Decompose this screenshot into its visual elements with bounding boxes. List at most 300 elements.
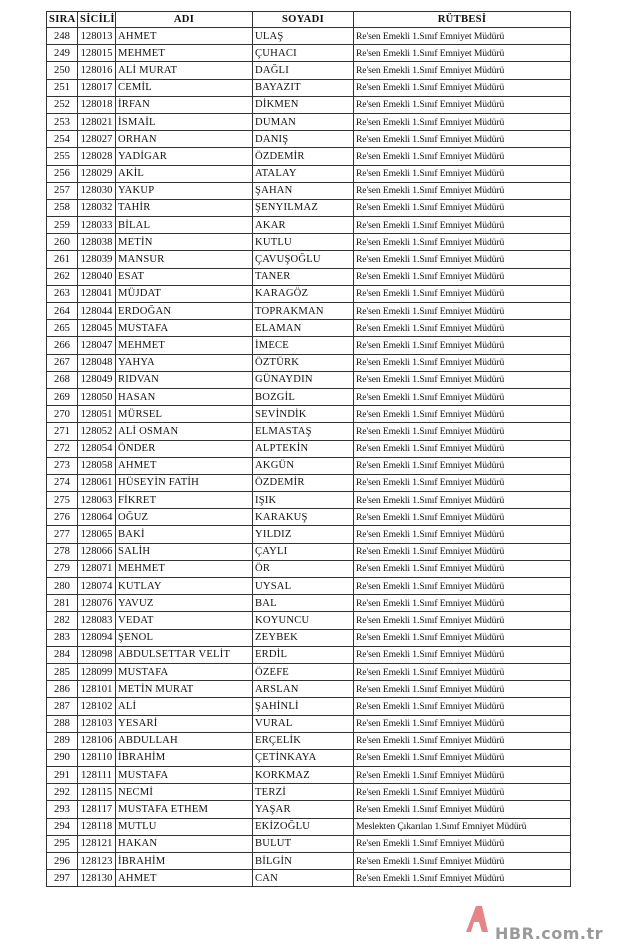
cell-sira: 293 (47, 801, 78, 818)
cell-adi: MUSTAFA (116, 320, 253, 337)
cell-adi: AHMET (116, 457, 253, 474)
cell-rutbe: Re'sen Emekli 1.Sınıf Emniyet Müdürü (354, 663, 571, 680)
cell-rutbe: Re'sen Emekli 1.Sınıf Emniyet Müdürü (354, 268, 571, 285)
cell-sira: 284 (47, 646, 78, 663)
cell-sicil: 128111 (78, 767, 116, 784)
cell-adi: AKİL (116, 165, 253, 182)
header-sicili: SİCİLİ (78, 12, 116, 28)
cell-sira: 259 (47, 217, 78, 234)
cell-soyadi: TOPRAKMAN (253, 303, 354, 320)
cell-rutbe: Re'sen Emekli 1.Sınıf Emniyet Müdürü (354, 320, 571, 337)
cell-rutbe: Re'sen Emekli 1.Sınıf Emniyet Müdürü (354, 595, 571, 612)
cell-rutbe: Re'sen Emekli 1.Sınıf Emniyet Müdürü (354, 131, 571, 148)
cell-soyadi: ULAŞ (253, 28, 354, 45)
personnel-table (46, 11, 571, 887)
cell-sicil: 128033 (78, 217, 116, 234)
cell-sira: 294 (47, 818, 78, 835)
cell-soyadi: ELMASTAŞ (253, 423, 354, 440)
cell-rutbe: Re'sen Emekli 1.Sınıf Emniyet Müdürü (354, 646, 571, 663)
cell-adi: NECMİ (116, 784, 253, 801)
table-row (47, 199, 571, 216)
cell-adi: MUTLU (116, 818, 253, 835)
cell-adi: MUSTAFA (116, 767, 253, 784)
table-row (47, 835, 571, 852)
cell-soyadi: VURAL (253, 715, 354, 732)
cell-adi: ŞENOL (116, 629, 253, 646)
cell-sicil: 128118 (78, 818, 116, 835)
cell-soyadi: YILDIZ (253, 526, 354, 543)
cell-sicil: 128061 (78, 474, 116, 491)
cell-soyadi: ÇUHACI (253, 45, 354, 62)
cell-sira: 263 (47, 285, 78, 302)
cell-sicil: 128052 (78, 423, 116, 440)
cell-rutbe: Re'sen Emekli 1.Sınıf Emniyet Müdürü (354, 509, 571, 526)
table-row (47, 457, 571, 474)
cell-soyadi: DUMAN (253, 113, 354, 130)
cell-rutbe: Re'sen Emekli 1.Sınıf Emniyet Müdürü (354, 749, 571, 766)
cell-adi: ALİ MURAT (116, 62, 253, 79)
table-row (47, 45, 571, 62)
cell-sicil: 128066 (78, 543, 116, 560)
cell-sira: 272 (47, 440, 78, 457)
cell-rutbe: Re'sen Emekli 1.Sınıf Emniyet Müdürü (354, 303, 571, 320)
cell-soyadi: GÜNAYDIN (253, 371, 354, 388)
cell-sicil: 128027 (78, 131, 116, 148)
table-row (47, 474, 571, 491)
cell-rutbe: Re'sen Emekli 1.Sınıf Emniyet Müdürü (354, 474, 571, 491)
cell-sicil: 128083 (78, 612, 116, 629)
cell-sira: 285 (47, 663, 78, 680)
cell-adi: ABDULLAH (116, 732, 253, 749)
cell-sira: 265 (47, 320, 78, 337)
cell-sicil: 128117 (78, 801, 116, 818)
table-row (47, 165, 571, 182)
table-row (47, 595, 571, 612)
cell-soyadi: BİLGİN (253, 853, 354, 870)
cell-sira: 262 (47, 268, 78, 285)
cell-sicil: 128123 (78, 853, 116, 870)
cell-soyadi: ZEYBEK (253, 629, 354, 646)
cell-sira: 261 (47, 251, 78, 268)
cell-adi: MANSUR (116, 251, 253, 268)
cell-rutbe: Re'sen Emekli 1.Sınıf Emniyet Müdürü (354, 578, 571, 595)
cell-rutbe: Re'sen Emekli 1.Sınıf Emniyet Müdürü (354, 165, 571, 182)
cell-soyadi: BAYAZIT (253, 79, 354, 96)
cell-soyadi: CAN (253, 870, 354, 887)
cell-soyadi: EKİZOĞLU (253, 818, 354, 835)
cell-sira: 273 (47, 457, 78, 474)
cell-soyadi: ELAMAN (253, 320, 354, 337)
cell-sira: 297 (47, 870, 78, 887)
cell-sira: 255 (47, 148, 78, 165)
cell-sira: 271 (47, 423, 78, 440)
cell-sicil: 128017 (78, 79, 116, 96)
cell-adi: HASAN (116, 388, 253, 405)
cell-rutbe: Re'sen Emekli 1.Sınıf Emniyet Müdürü (354, 767, 571, 784)
cell-sira: 275 (47, 492, 78, 509)
cell-adi: MEHMET (116, 45, 253, 62)
cell-adi: SALİH (116, 543, 253, 560)
table-row (47, 217, 571, 234)
cell-soyadi: ŞENYILMAZ (253, 199, 354, 216)
cell-sira: 283 (47, 629, 78, 646)
table-row (47, 646, 571, 663)
cell-adi: MUSTAFA ETHEM (116, 801, 253, 818)
cell-sicil: 128101 (78, 681, 116, 698)
cell-soyadi: BULUT (253, 835, 354, 852)
cell-sicil: 128106 (78, 732, 116, 749)
cell-soyadi: ŞAHİNLİ (253, 698, 354, 715)
cell-soyadi: KARAGÖZ (253, 285, 354, 302)
table-row (47, 732, 571, 749)
cell-rutbe: Re'sen Emekli 1.Sınıf Emniyet Müdürü (354, 560, 571, 577)
cell-rutbe: Re'sen Emekli 1.Sınıf Emniyet Müdürü (354, 182, 571, 199)
table-row (47, 28, 571, 45)
cell-sira: 267 (47, 354, 78, 371)
table-row (47, 578, 571, 595)
cell-sicil: 128063 (78, 492, 116, 509)
cell-sira: 264 (47, 303, 78, 320)
table-row (47, 79, 571, 96)
cell-sicil: 128110 (78, 749, 116, 766)
cell-rutbe: Re'sen Emekli 1.Sınıf Emniyet Müdürü (354, 492, 571, 509)
cell-sira: 269 (47, 388, 78, 405)
cell-sira: 270 (47, 406, 78, 423)
cell-sira: 268 (47, 371, 78, 388)
cell-sicil: 128045 (78, 320, 116, 337)
cell-rutbe: Re'sen Emekli 1.Sınıf Emniyet Müdürü (354, 732, 571, 749)
cell-sira: 256 (47, 165, 78, 182)
table-row (47, 629, 571, 646)
cell-rutbe: Re'sen Emekli 1.Sınıf Emniyet Müdürü (354, 28, 571, 45)
cell-soyadi: ÇAYLI (253, 543, 354, 560)
table-row (47, 784, 571, 801)
cell-sira: 251 (47, 79, 78, 96)
table-row (47, 801, 571, 818)
cell-rutbe: Re'sen Emekli 1.Sınıf Emniyet Müdürü (354, 79, 571, 96)
cell-rutbe: Re'sen Emekli 1.Sınıf Emniyet Müdürü (354, 440, 571, 457)
cell-adi: BAKİ (116, 526, 253, 543)
cell-sicil: 128013 (78, 28, 116, 45)
cell-adi: OĞUZ (116, 509, 253, 526)
cell-sicil: 128050 (78, 388, 116, 405)
cell-adi: YESARİ (116, 715, 253, 732)
cell-rutbe: Re'sen Emekli 1.Sınıf Emniyet Müdürü (354, 388, 571, 405)
cell-sicil: 128048 (78, 354, 116, 371)
cell-soyadi: YAŞAR (253, 801, 354, 818)
cell-sicil: 128032 (78, 199, 116, 216)
cell-sira: 290 (47, 749, 78, 766)
cell-adi: ALİ OSMAN (116, 423, 253, 440)
cell-sicil: 128094 (78, 629, 116, 646)
cell-rutbe: Re'sen Emekli 1.Sınıf Emniyet Müdürü (354, 543, 571, 560)
cell-sicil: 128103 (78, 715, 116, 732)
cell-rutbe: Re'sen Emekli 1.Sınıf Emniyet Müdürü (354, 698, 571, 715)
table-row (47, 715, 571, 732)
cell-rutbe: Re'sen Emekli 1.Sınıf Emniyet Müdürü (354, 423, 571, 440)
cell-sira: 249 (47, 45, 78, 62)
cell-rutbe: Re'sen Emekli 1.Sınıf Emniyet Müdürü (354, 853, 571, 870)
cell-rutbe: Re'sen Emekli 1.Sınıf Emniyet Müdürü (354, 148, 571, 165)
cell-rutbe: Meslekten Çıkarılan 1.Sınıf Emniyet Müdürü (354, 818, 571, 835)
cell-rutbe: Re'sen Emekli 1.Sınıf Emniyet Müdürü (354, 217, 571, 234)
table-row (47, 131, 571, 148)
cell-sira: 253 (47, 113, 78, 130)
cell-sicil: 128051 (78, 406, 116, 423)
cell-sira: 248 (47, 28, 78, 45)
cell-soyadi: DANIŞ (253, 131, 354, 148)
table-row (47, 440, 571, 457)
cell-adi: METİN MURAT (116, 681, 253, 698)
cell-adi: CEMİL (116, 79, 253, 96)
cell-sicil: 128047 (78, 337, 116, 354)
cell-adi: HÜSEYİN FATİH (116, 474, 253, 491)
cell-sicil: 128028 (78, 148, 116, 165)
cell-sira: 288 (47, 715, 78, 732)
cell-soyadi: DAĞLI (253, 62, 354, 79)
table-row (47, 406, 571, 423)
cell-rutbe: Re'sen Emekli 1.Sınıf Emniyet Müdürü (354, 526, 571, 543)
cell-soyadi: BAL (253, 595, 354, 612)
cell-rutbe: Re'sen Emekli 1.Sınıf Emniyet Müdürü (354, 784, 571, 801)
cell-adi: MEHMET (116, 337, 253, 354)
table-row (47, 303, 571, 320)
cell-adi: RIDVAN (116, 371, 253, 388)
cell-adi: VEDAT (116, 612, 253, 629)
cell-sira: 280 (47, 578, 78, 595)
cell-soyadi: ÖZEFE (253, 663, 354, 680)
table-row (47, 612, 571, 629)
cell-sira: 286 (47, 681, 78, 698)
cell-adi: İSMAİL (116, 113, 253, 130)
cell-soyadi: ERÇELİK (253, 732, 354, 749)
cell-adi: METİN (116, 234, 253, 251)
cell-sira: 277 (47, 526, 78, 543)
cell-sicil: 128058 (78, 457, 116, 474)
cell-rutbe: Re'sen Emekli 1.Sınıf Emniyet Müdürü (354, 629, 571, 646)
table-row (47, 663, 571, 680)
table-header-row (47, 12, 571, 28)
cell-rutbe: Re'sen Emekli 1.Sınıf Emniyet Müdürü (354, 45, 571, 62)
cell-adi: FİKRET (116, 492, 253, 509)
cell-sicil: 128039 (78, 251, 116, 268)
cell-rutbe: Re'sen Emekli 1.Sınıf Emniyet Müdürü (354, 251, 571, 268)
table-row (47, 853, 571, 870)
header-soyadi: SOYADI (253, 12, 354, 28)
cell-adi: KUTLAY (116, 578, 253, 595)
cell-sira: 278 (47, 543, 78, 560)
table-row (47, 371, 571, 388)
cell-soyadi: ARSLAN (253, 681, 354, 698)
cell-adi: ERDOĞAN (116, 303, 253, 320)
cell-adi: ESAT (116, 268, 253, 285)
table-row (47, 492, 571, 509)
table-row (47, 543, 571, 560)
cell-adi: İBRAHİM (116, 853, 253, 870)
table-row (47, 698, 571, 715)
header-sira: SIRA (47, 12, 78, 28)
cell-sicil: 128029 (78, 165, 116, 182)
cell-sicil: 128015 (78, 45, 116, 62)
table-row (47, 148, 571, 165)
cell-rutbe: Re'sen Emekli 1.Sınıf Emniyet Müdürü (354, 406, 571, 423)
cell-sicil: 128102 (78, 698, 116, 715)
table-row (47, 268, 571, 285)
cell-soyadi: UYSAL (253, 578, 354, 595)
cell-sira: 258 (47, 199, 78, 216)
table-row (47, 681, 571, 698)
cell-adi: YADİGAR (116, 148, 253, 165)
table-row (47, 767, 571, 784)
cell-adi: YAKUP (116, 182, 253, 199)
cell-soyadi: IŞIK (253, 492, 354, 509)
table-row (47, 526, 571, 543)
cell-sicil: 128074 (78, 578, 116, 595)
cell-adi: İRFAN (116, 96, 253, 113)
table-row (47, 423, 571, 440)
cell-soyadi: ÇAVUŞOĞLU (253, 251, 354, 268)
header-rutbesi: RÜTBESİ (354, 12, 571, 28)
cell-adi: YAVUZ (116, 595, 253, 612)
cell-soyadi: ÖZDEMİR (253, 474, 354, 491)
cell-rutbe: Re'sen Emekli 1.Sınıf Emniyet Müdürü (354, 681, 571, 698)
table-row (47, 251, 571, 268)
cell-adi: MÜJDAT (116, 285, 253, 302)
table-row (47, 388, 571, 405)
cell-adi: MUSTAFA (116, 663, 253, 680)
cell-rutbe: Re'sen Emekli 1.Sınıf Emniyet Müdürü (354, 835, 571, 852)
cell-adi: MEHMET (116, 560, 253, 577)
cell-soyadi: KUTLU (253, 234, 354, 251)
cell-rutbe: Re'sen Emekli 1.Sınıf Emniyet Müdürü (354, 715, 571, 732)
cell-sicil: 128030 (78, 182, 116, 199)
table-row (47, 182, 571, 199)
cell-sira: 274 (47, 474, 78, 491)
cell-adi: TAHİR (116, 199, 253, 216)
cell-sira: 282 (47, 612, 78, 629)
cell-sira: 292 (47, 784, 78, 801)
cell-soyadi: ÖR (253, 560, 354, 577)
cell-adi: İBRAHİM (116, 749, 253, 766)
cell-sicil: 128016 (78, 62, 116, 79)
cell-sicil: 128054 (78, 440, 116, 457)
cell-rutbe: Re'sen Emekli 1.Sınıf Emniyet Müdürü (354, 612, 571, 629)
cell-soyadi: ÇETİNKAYA (253, 749, 354, 766)
table-row (47, 113, 571, 130)
cell-soyadi: ERDİL (253, 646, 354, 663)
cell-sicil: 128040 (78, 268, 116, 285)
cell-rutbe: Re'sen Emekli 1.Sınıf Emniyet Müdürü (354, 371, 571, 388)
cell-sicil: 128049 (78, 371, 116, 388)
cell-sicil: 128038 (78, 234, 116, 251)
cell-adi: ABDULSETTAR VELİT (116, 646, 253, 663)
cell-sira: 276 (47, 509, 78, 526)
cell-sicil: 128064 (78, 509, 116, 526)
table-row (47, 818, 571, 835)
cell-soyadi: ÖZTÜRK (253, 354, 354, 371)
watermark-text: HBR.com.tr (495, 924, 604, 943)
cell-adi: ÖNDER (116, 440, 253, 457)
table-row (47, 509, 571, 526)
cell-adi: ORHAN (116, 131, 253, 148)
cell-soyadi: ŞAHAN (253, 182, 354, 199)
cell-soyadi: ALPTEKİN (253, 440, 354, 457)
cell-rutbe: Re'sen Emekli 1.Sınıf Emniyet Müdürü (354, 113, 571, 130)
cell-adi: YAHYA (116, 354, 253, 371)
table-row (47, 337, 571, 354)
cell-soyadi: ATALAY (253, 165, 354, 182)
table-row (47, 870, 571, 887)
cell-sira: 252 (47, 96, 78, 113)
cell-rutbe: Re'sen Emekli 1.Sınıf Emniyet Müdürü (354, 870, 571, 887)
cell-adi: MÜRSEL (116, 406, 253, 423)
cell-sicil: 128098 (78, 646, 116, 663)
cell-rutbe: Re'sen Emekli 1.Sınıf Emniyet Müdürü (354, 96, 571, 113)
cell-soyadi: TERZİ (253, 784, 354, 801)
table-row (47, 285, 571, 302)
cell-rutbe: Re'sen Emekli 1.Sınıf Emniyet Müdürü (354, 457, 571, 474)
cell-soyadi: BOZGİL (253, 388, 354, 405)
cell-sira: 279 (47, 560, 78, 577)
cell-sira: 287 (47, 698, 78, 715)
cell-sira: 291 (47, 767, 78, 784)
cell-sicil: 128021 (78, 113, 116, 130)
cell-sicil: 128065 (78, 526, 116, 543)
cell-sicil: 128018 (78, 96, 116, 113)
table-row (47, 62, 571, 79)
cell-rutbe: Re'sen Emekli 1.Sınıf Emniyet Müdürü (354, 234, 571, 251)
cell-sicil: 128076 (78, 595, 116, 612)
cell-soyadi: TANER (253, 268, 354, 285)
cell-adi: HAKAN (116, 835, 253, 852)
table-body (47, 28, 571, 887)
cell-sira: 250 (47, 62, 78, 79)
cell-soyadi: AKAR (253, 217, 354, 234)
cell-adi: BİLAL (116, 217, 253, 234)
cell-sicil: 128130 (78, 870, 116, 887)
cell-adi: ALİ (116, 698, 253, 715)
cell-soyadi: KARAKUŞ (253, 509, 354, 526)
cell-sira: 266 (47, 337, 78, 354)
cell-sira: 281 (47, 595, 78, 612)
cell-soyadi: İMECE (253, 337, 354, 354)
cell-soyadi: SEVİNDİK (253, 406, 354, 423)
cell-sicil: 128115 (78, 784, 116, 801)
cell-rutbe: Re'sen Emekli 1.Sınıf Emniyet Müdürü (354, 62, 571, 79)
cell-soyadi: KORKMAZ (253, 767, 354, 784)
cell-rutbe: Re'sen Emekli 1.Sınıf Emniyet Müdürü (354, 337, 571, 354)
cell-rutbe: Re'sen Emekli 1.Sınıf Emniyet Müdürü (354, 285, 571, 302)
news-logo-icon (462, 902, 492, 936)
cell-sira: 289 (47, 732, 78, 749)
cell-rutbe: Re'sen Emekli 1.Sınıf Emniyet Müdürü (354, 199, 571, 216)
cell-adi: AHMET (116, 28, 253, 45)
cell-rutbe: Re'sen Emekli 1.Sınıf Emniyet Müdürü (354, 354, 571, 371)
cell-sicil: 128044 (78, 303, 116, 320)
table-row (47, 96, 571, 113)
cell-sira: 295 (47, 835, 78, 852)
cell-soyadi: KOYUNCU (253, 612, 354, 629)
cell-sicil: 128071 (78, 560, 116, 577)
cell-sira: 257 (47, 182, 78, 199)
table-row (47, 354, 571, 371)
cell-soyadi: DİKMEN (253, 96, 354, 113)
cell-sira: 254 (47, 131, 78, 148)
table-row (47, 560, 571, 577)
table-row (47, 749, 571, 766)
header-adi: ADI (116, 12, 253, 28)
cell-adi: AHMET (116, 870, 253, 887)
